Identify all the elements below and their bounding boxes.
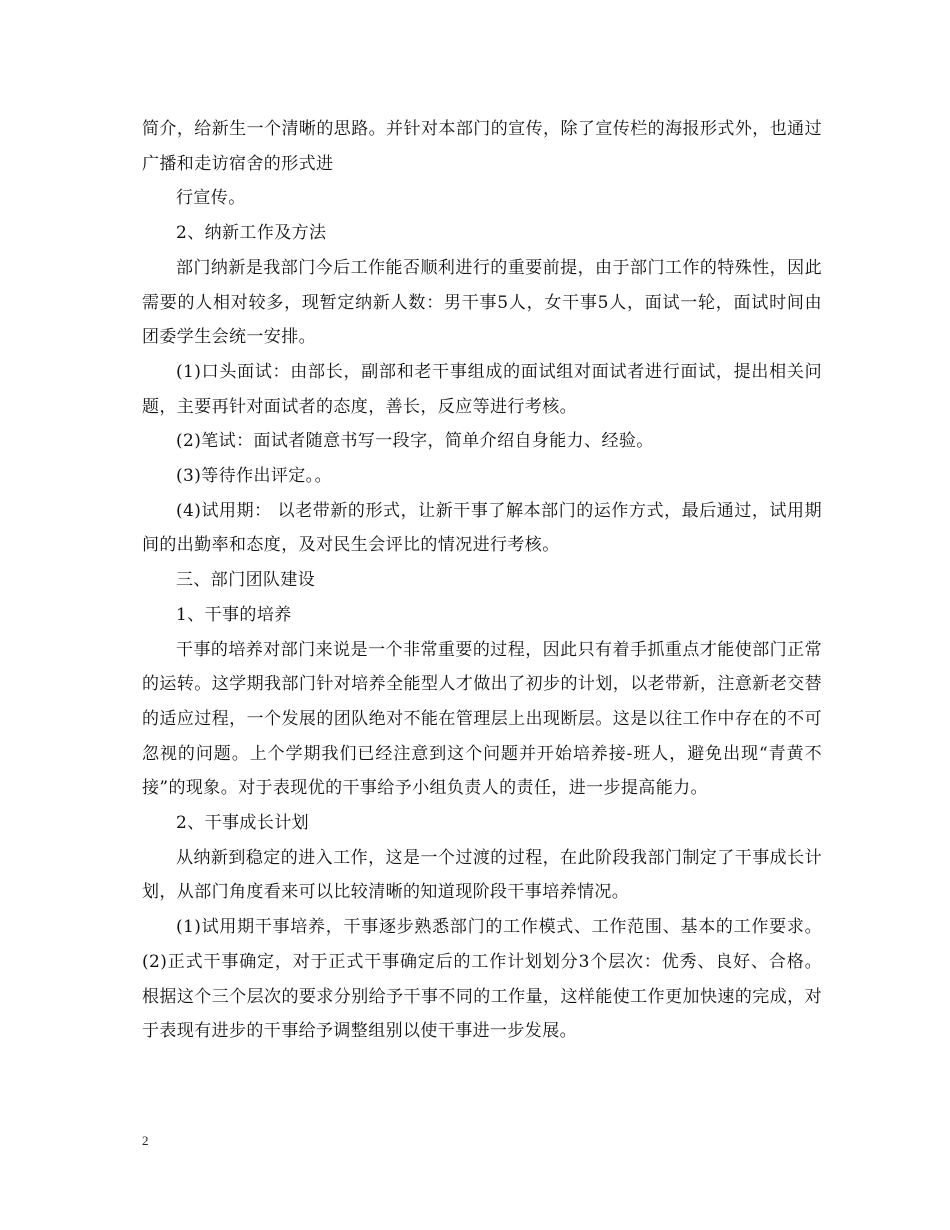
- page-number: 2: [142, 1133, 149, 1148]
- paragraph-growth-plan: 从纳新到稳定的进入工作，这是一个过渡的过程，在此阶段我部门制定了干事成长计划，从部门角度看来可以比较清晰的知道现阶段干事培养情况。: [142, 847, 822, 903]
- paragraph-staff-training: 干事的培养对部门来说是一个非常重要的过程，因此只有着手抓重点才能使部门正常的运转。这学期我部门针对培养全能型人才做出了初步的计划，以老带新，注意新老交替的适应过程，一个发展的团队绝对不能在管理层上出现断层。这是以往工作中存在的不可忽视的问题。上个学期我们已经注意到这个问题并开始培养接-班人，避免出现“青黄不接”的现象。对于表现优的干事给予小组负责人的责任，进一步提高能力。: [142, 639, 822, 799]
- paragraph-intro: 简介，给新生一个清晰的思路。并针对本部门的宣传，除了宣传栏的海报形式外，也通过广播和走访宿舍的形式进: [142, 119, 822, 174]
- paragraph-probation: (4)试用期： 以老带新的形式，让新干事了解本部门的运作方式，最后通过，试用期间的出勤率和态度，及对民生会评比的情况进行考核。: [142, 500, 822, 556]
- paragraph-growth-details: (1)试用期干事培养，干事逐步熟悉部门的工作模式、工作范围、基本的工作要求。(2)正式干事确定，对于正式干事确定后的工作计划划分3个层次：优秀、良好、合格。根据这个三个层次的要求分别给予干事不同的工作量，这样能使工作更加快速的完成，对于表现有进步的干事给予调整组别以使干事进一步发展。: [142, 917, 822, 1042]
- paragraph-written-test: (2)笔试：面试者随意书写一段字，简单介绍自身能力、经验。: [176, 431, 654, 452]
- heading-team-building: 三、部门团队建设: [176, 570, 316, 591]
- document-body: [142, 112, 822, 1049]
- paragraph-oral-interview: (1)口头面试：由部长，副部和老干事组成的面试组对面试者进行面试，提出相关问题，主要再针对面试者的态度，善长，反应等进行考核。: [142, 361, 822, 417]
- paragraph-publicity-end: 行宣传。: [176, 188, 246, 209]
- paragraph-recruitment: 部门纳新是我部门今后工作能否顺利进行的重要前提，由于部门工作的特殊性，因此需要的人相对较多，现暂定纳新人数：男干事5人，女干事5人，面试一轮，面试时间由团委学生会统一安排。: [142, 257, 822, 348]
- heading-staff-training: 1、干事的培养: [176, 604, 292, 625]
- heading-growth-plan: 2、干事成长计划: [176, 813, 310, 834]
- paragraph-evaluation: (3)等待作出评定。。: [176, 466, 332, 487]
- heading-recruitment-methods: 2、纳新工作及方法: [176, 223, 327, 244]
